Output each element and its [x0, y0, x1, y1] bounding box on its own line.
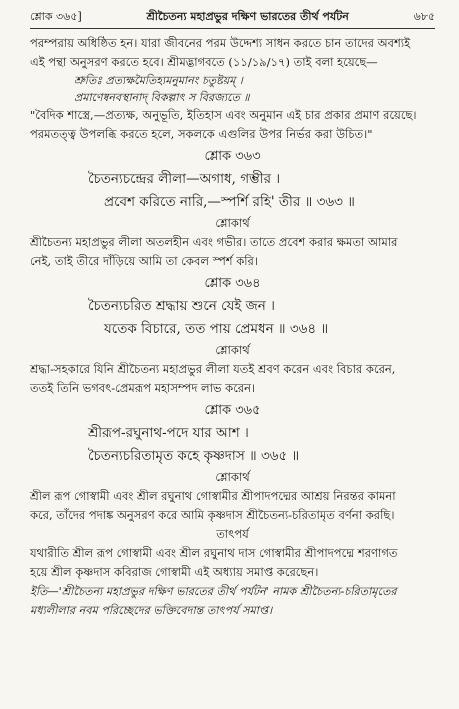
verse-363-translation-line-1: শ্রীচৈতন্য মহাপ্রভুর লীলা অতলহীন এবং গভীর। তাতে প্রবেশ করার ক্ষমতা আমার [30, 235, 398, 249]
verse-365-translation-line-2: করে, তাঁদের পদাঙ্ক অনুসরণ করে আমি কৃষ্ণদাস শ্রীচৈতন্য-চরিতামৃত বর্ণনা করছি। [30, 508, 395, 522]
header-verse-ref: শ্লোক ৩৬৫] [30, 9, 82, 23]
purport-heading: তাৎপর্য [216, 527, 249, 541]
translation-quote-line-2: পরমতত্ত্ব উপলব্ধি করতে হলে, সকলকে এগুলির উপর নির্ভর করা উচিত।" [30, 127, 373, 141]
verse-364-translation-line-2: ততই তিনি ভগবৎ-প্রেমরূপ মহাসম্পদ লাভ করেন। [30, 381, 256, 395]
verse-365-line-2: চৈতন্যচরিতামৃত কহে কৃষ্ণদাস ॥ ৩৬৫ ॥ [88, 448, 300, 464]
purport-line-2: হয়ে শ্রীল কৃষ্ণদাস কবিরাজ গোস্বামী এই অধ্যায় সমাপ্ত করেছেন। [30, 565, 319, 579]
chapter-closing-line-1: ইতি—'শ্রীচৈতন্য মহাপ্রভুর দক্ষিণ ভারতের তীর্থ পর্যটন' নামক শ্রীচৈতন্য-চরিতামৃতের [30, 585, 397, 598]
sanskrit-quote-line-2: প্রমাণেষ্বনবস্থানাদ্ বিকল্পাৎ স বিরজ্যতে ॥ [74, 91, 250, 104]
intro-line-1: পরম্পরায় অধিষ্ঠিত হন। যারা জীবনের পরম উদ্দেশ্য সাধন করতে চান তাদের অবশ্যই [30, 36, 411, 50]
verse-365-line-1: শ্রীরূপ-রঘুনাথ-পদে যার আশ । [88, 425, 249, 441]
page-number: ৬৮৫ [413, 9, 435, 23]
verse-364-line-2: যতেক বিচারে, তত পায় প্রেমধন ॥ ৩৬৪ ॥ [104, 321, 329, 337]
verse-363-heading: শ্লোক ৩৬৩ [204, 149, 261, 164]
running-header [30, 6, 435, 29]
verse-363-line-1: চৈতন্যচন্দ্রের লীলা—অগাধ, গম্ভীর । [88, 171, 281, 187]
page-content [30, 34, 435, 620]
verse-365-translation-line-1: শ্রীল রূপ গোস্বামী এবং শ্রীল রঘুনাথ গোস্বামীর শ্রীপাদপদ্মের আশ্রয় নিরন্তর কামনা [30, 489, 396, 503]
sanskrit-quote-line-1: শ্রুতিঃ প্রত্যক্ষমৈতিহ্যমনুমানং চতুষ্টয়ম্ । [74, 74, 243, 87]
verse-363-line-2: প্রবেশ করিতে নারি,—স্পর্শি রহি' তীর ॥ ৩৬৩ ॥ [104, 194, 355, 210]
intro-line-2: এই পন্থা অনুসরণ করতে হবে। শ্রীমদ্ভাগবতে (১১/১৯/১৭) তাই বলা হয়েছে— [30, 55, 378, 69]
chapter-closing-line-2: মধ্যলীলার নবম পরিচ্ছেদের ভক্তিবেদান্ত তাৎপর্য সমাপ্ত। [30, 604, 273, 617]
verse-364-translation-line-1: শ্রদ্ধা-সহকারে যিনি শ্রীচৈতন্য মহাপ্রভুর লীলা যতই শ্রবণ করেন এবং বিচার করেন, [30, 362, 396, 376]
verse-363-translation-line-2: নেই, তাই তীরে দাঁড়িয়ে আমি তা কেবল স্পর্শ করি। [30, 254, 258, 268]
verse-364-heading: শ্লোক ৩৬৪ [204, 276, 261, 291]
verse-364-line-1: চৈতন্যচরিত শ্রদ্ধায় শুনে যেই জন । [88, 298, 275, 314]
header-chapter-title: শ্রীচৈতন্য মহাপ্রভুর দক্ষিণ ভারতের তীর্থ পর্যটন [146, 9, 349, 23]
verse-365-translation-heading: শ্লোকার্থ [215, 470, 250, 484]
verse-363-translation-heading: শ্লোকার্থ [215, 216, 250, 230]
verse-365-heading: শ্লোক ৩৬৫ [204, 403, 261, 418]
purport-line-1: যথারীতি শ্রীল রূপ গোস্বামী এবং শ্রীল রঘুনাথ দাস গোস্বামীর শ্রীপাদপদ্মে শরণাগত [30, 546, 398, 560]
translation-quote-line-1: "বৈদিক শাস্ত্রে,—প্রত্যক্ষ, অনুভূতি, ইতিহাস এবং অনুমান এই চার প্রকার প্রমাণ রয়েছে। [30, 108, 417, 122]
verse-364-translation-heading: শ্লোকার্থ [215, 343, 250, 357]
